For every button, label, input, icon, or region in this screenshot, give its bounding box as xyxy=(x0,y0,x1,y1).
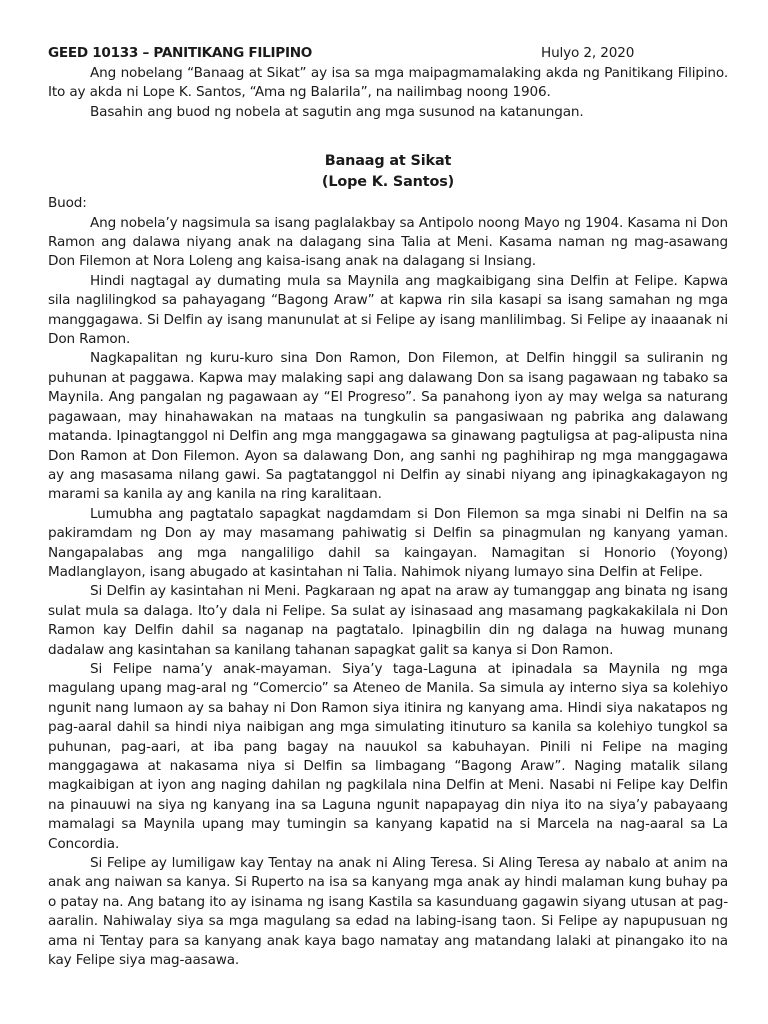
summary-label: Buod: xyxy=(48,195,87,212)
document-body xyxy=(48,44,728,970)
course-title: GEED 10133 – PANITIKANG FILIPINO xyxy=(48,45,313,61)
summary-paragraph: Si Delfin ay kasintahan ni Meni. Pagkaraan ng apat na araw ay tumanggap ang binata ng isang sulat mula sa dalaga. Ito’y dala ni Felipe. Sa sulat ay isinasaad ang masamang pagkakakilala ni Don Ramon kay Delfin dahil sa naganap na pagtatalo. Ipinagbilin din ng dalaga na huwag munang dadalaw ang kasintahan sa kanilang tahanan sapagkat galit sa kanya si Don Ramon. xyxy=(48,583,728,658)
document-header xyxy=(48,44,728,64)
summary-paragraph: Si Felipe ay lumiligaw kay Tentay na anak ni Aling Teresa. Si Aling Teresa ay nabalo at anim na anak ang naiwan sa kanya. Si Ruperto na isa sa kanyang mga anak ay hindi malaman kung buhay pa o patay na. Ang batang ito ay isinama ng isang Kastila sa kasunduang gagawin siyang utusan at pag-aaralin. Nahiwalay siya sa mga magulang sa edad na labing-isang taon. Si Felipe ay napupusuan ng ama ni Tentay para sa kanyang anak kaya bago namatay ang matandang lalaki at pinangako ito na kay Felipe siya mag-aasawa. xyxy=(48,855,728,969)
summary-body xyxy=(48,214,728,971)
intro-paragraph: Ang nobelang “Banaag at Sikat” ay isa sa mga maipagmamalaking akda ng Panitikang Filipino. Ito ay akda ni Lope K. Santos, “Ama ng Balarila”, na nailimbag noong 1906. xyxy=(48,65,728,101)
intro-section xyxy=(48,64,728,122)
summary-paragraph: Lumubha ang pagtatalo sapagkat nagdamdam si Don Filemon sa mga sinabi ni Delfin na sa pakiramdam ng Don ay may masamang pahiwatig si Delfin sa pinagmulan ng kanyang yaman. Nangapalabas ang mga nangaliligo dahil sa kaingayan. Namagitan si Honorio (Yoyong) Madlanglayon, isang abugado at kasintahan ni Talia. Nahimok niyang lumayo sina Delfin at Felipe. xyxy=(48,505,728,580)
instruction-paragraph: Basahin ang buod ng nobela at sagutin ang mga susunod na katanungan. xyxy=(90,103,584,120)
summary-paragraph: Hindi nagtagal ay dumating mula sa Maynila ang magkaibigang sina Delfin at Felipe. Kapwa sila naglilingkod sa pahayagang “Bagong Araw” at kapwa rin sila kasapi sa isang samahan ng mga manggagawa. Si Delfin ay isang manunulat at si Felipe ay isang manlilimbag. Si Felipe ay inaaanak ni Don Ramon. xyxy=(48,272,728,348)
summary-paragraph: Si Felipe nama’y anak-mayaman. Siya’y taga-Laguna at ipinadala sa Maynila ng mga magulang upang mag-aral ng “Comercio” sa Ateneo de Manila. Sa simula ay interno siya sa kolehiyo ngunit nang lumaon ay sa bahay ni Don Ramon siya itinira ng kanyang ama. Hindi siya nakatapos ng pag-aaral dahil sa hindi niya naibigan ang mga simulating itinuturo sa kanila sa kolehiyo tungkol sa puhunan, pag-aari, at iba pang bagay na nauukol sa kabuhayan. Pinili ni Felipe na maging manggagawa at nakasama niya si Delfin sa limbagang “Bagong Araw”. Naging matalik silang magkaibigan at iyon ang naging dahilan ng pagkilala nina Delfin at Meni. Nasabi ni Felipe kay Delfin na pinauuwi na siya ng kanyang ina sa Laguna ngunit napapayag din niya ito na siya’y pabayaang mamalagi sa Maynila upang may tumingin sa kanyang kapatid na si Marcela na nag-aaral sa La Concordia. xyxy=(48,660,728,852)
summary-paragraph: Nagkapalitan ng kuru-kuro sina Don Ramon, Don Filemon, at Delfin hinggil sa suliranin ng puhunan at paggawa. Kapwa may malaking sapi ang dalawang Don sa isang pagawaan ng tabako sa Maynila. Ang pangalan ng pagawaan ay “El Progreso”. Sa panahong iyon ay may welga sa naturang pagawaan, may hinahawakan na mataas na tungkulin sa pangasiwaan ng pabrika ang dalawang matanda. Ipinagtanggol ni Delfin ang mga manggagawa sa ginawang pagtuligsa at pag-alipusta nina Don Ramon at Don Filemon. Ayon sa dalawang Don, ang sanhi ng paghihirap ng mga manggagawa ay ang masasama nilang gawi. Sa pagtatanggol ni Delfin ay sinabi niyang ang ipinagkakagayon ng marami sa kanila ay ang kanila na ring karalitaan. xyxy=(48,350,728,503)
summary-paragraph: Ang nobela’y nagsimula sa isang paglalakbay sa Antipolo noong Mayo ng 1904. Kasama ni Don Ramon ang dalawa niyang anak na dalagang sina Talia at Meni. Kasama naman ng mag-asawang Don Filemon at Nora Loleng ang kaisa-isang anak na dalagang si Insiang. xyxy=(48,214,728,270)
novel-title-block xyxy=(48,151,728,193)
document-date: Hulyo 2, 2020 xyxy=(541,45,635,61)
novel-title: Banaag at Sikat xyxy=(324,153,452,170)
novel-author: (Lope K. Santos) xyxy=(321,174,455,191)
